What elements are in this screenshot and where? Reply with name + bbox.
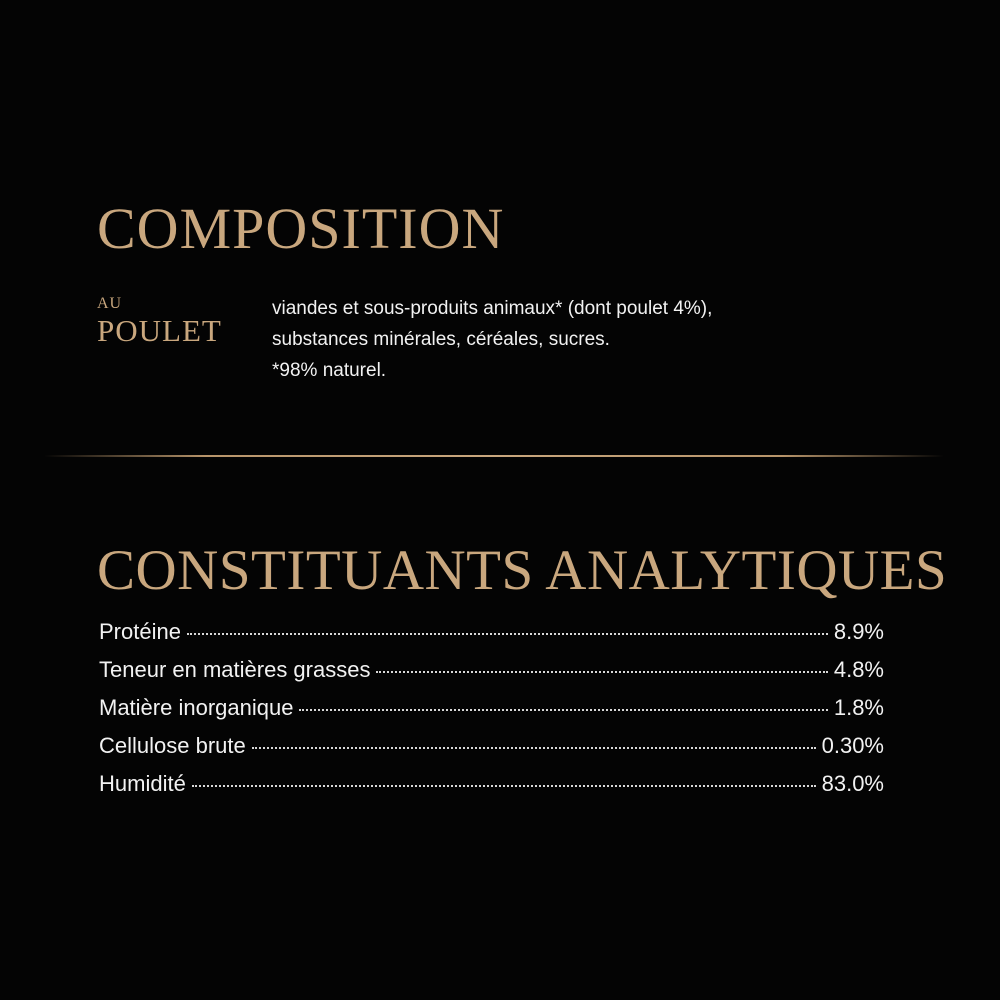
constituent-value: 4.8% xyxy=(833,657,884,682)
composition-title: COMPOSITION xyxy=(97,196,505,261)
constituent-row-fibre xyxy=(99,733,884,771)
analytic-constituents-title: CONSTITUANTS ANALYTIQUES xyxy=(97,539,948,602)
dot-leader xyxy=(192,785,816,787)
ingredients-line: substances minérales, céréales, sucres. xyxy=(272,329,610,350)
flavor-label xyxy=(97,294,222,348)
constituent-value: 0.30% xyxy=(821,733,884,758)
constituent-value: 83.0% xyxy=(821,771,884,796)
dot-leader xyxy=(252,747,816,749)
analytic-constituents-list xyxy=(99,619,884,809)
section-divider xyxy=(44,455,944,457)
ingredients-text xyxy=(272,293,932,386)
constituent-value: 8.9% xyxy=(833,619,884,644)
constituent-row-moisture xyxy=(99,771,884,809)
constituent-label: Matière inorganique xyxy=(99,695,294,720)
dot-leader xyxy=(376,671,827,673)
flavor-prefix: AU xyxy=(97,295,123,312)
ingredients-footnote: *98% naturel. xyxy=(272,360,387,381)
constituent-label: Humidité xyxy=(99,771,186,796)
constituent-label: Cellulose brute xyxy=(99,733,246,758)
dot-leader xyxy=(299,709,827,711)
flavor-name: POULET xyxy=(97,313,222,348)
constituent-value: 1.8% xyxy=(833,695,884,720)
constituent-row-protein xyxy=(99,619,884,657)
constituent-label: Protéine xyxy=(99,619,181,644)
dot-leader xyxy=(187,633,828,635)
ingredients-line: viandes et sous-produits animaux* (dont poulet 4%), xyxy=(272,298,713,319)
constituent-row-fat xyxy=(99,657,884,695)
constituent-label: Teneur en matières grasses xyxy=(99,657,371,682)
constituent-row-ash xyxy=(99,695,884,733)
